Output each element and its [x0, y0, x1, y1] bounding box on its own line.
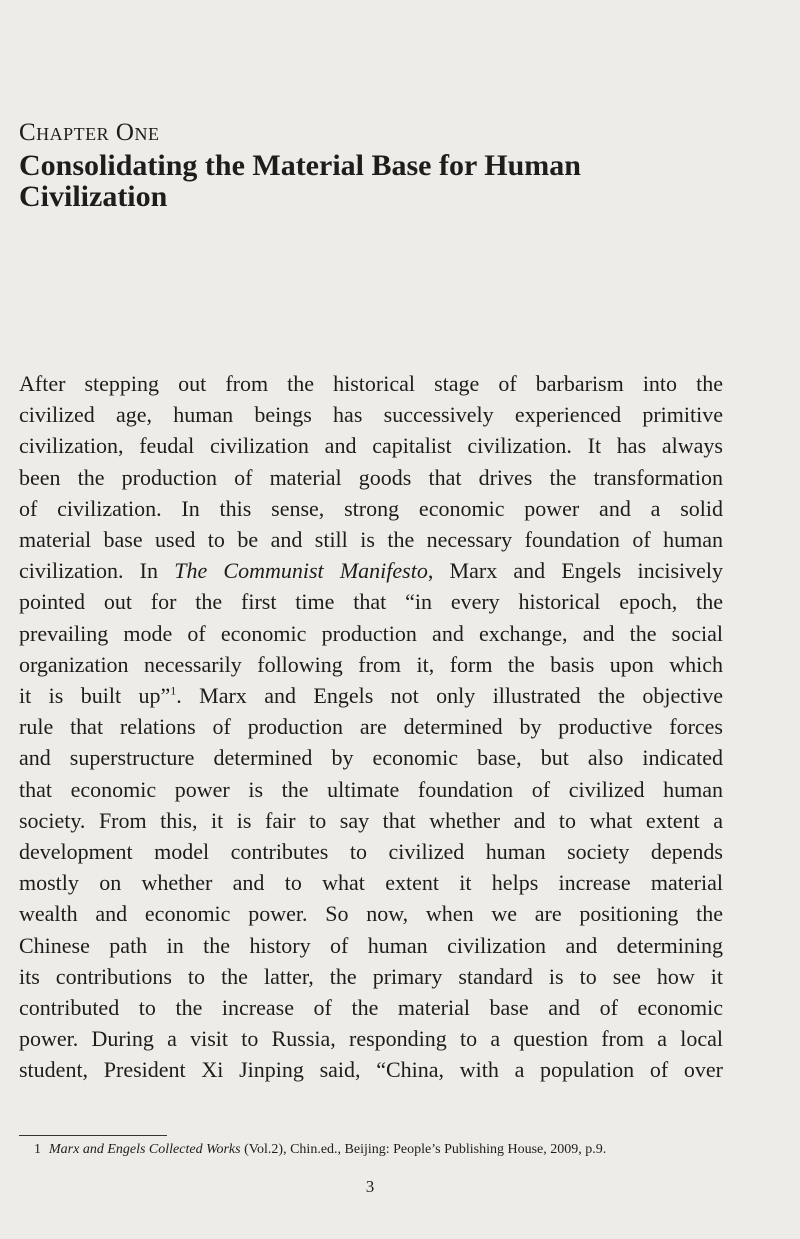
body-paragraph	[19, 368, 723, 1086]
footnote-divider	[19, 1135, 167, 1136]
text-line: development model contributes to civilized human society depends	[19, 839, 723, 865]
text-line: Chinese path in the history of human civilization and determining	[19, 932, 723, 958]
text-segment: it is built up”	[19, 683, 171, 709]
text-line: organization necessarily following from it, form the basis upon which	[19, 651, 723, 677]
text-line: and superstructure determined by economic base, but also indicated	[19, 745, 723, 771]
text-line: power. During a visit to Russia, responding to a question from a local	[19, 1026, 723, 1052]
chapter-title	[19, 150, 739, 212]
footnote-citation: (Vol.2), Chin.ed., Beijing: People’s Publishing House, 2009, p.9.	[240, 1142, 607, 1157]
text-segment: , Marx and Engels incisively	[427, 558, 723, 584]
text-line: that economic power is the ultimate foundation of civilized human	[19, 776, 723, 802]
text-line	[19, 680, 723, 711]
text-line: contributed to the increase of the material base and of economic	[19, 995, 723, 1021]
text-line: pointed out for the first time that “in every historical epoch, the	[19, 589, 723, 615]
text-line: student, President Xi Jinping said, “China, with a population of over	[19, 1057, 723, 1083]
book-title-italic: The Communist Manifesto	[174, 558, 428, 584]
text-line: material base used to be and still is the necessary foundation of human	[19, 527, 723, 553]
text-line: prevailing mode of economic production and exchange, and the social	[19, 620, 723, 646]
chapter-title-line-2: Civilization	[19, 180, 168, 213]
page-number: 3	[365, 1177, 375, 1196]
text-line: society. From this, it is fair to say that whether and to what extent a	[19, 807, 723, 833]
footnote-work-title: Marx and Engels Collected Works	[49, 1142, 241, 1157]
footnote	[34, 1140, 734, 1160]
text-line: its contributions to the latter, the primary standard is to see how it	[19, 963, 723, 989]
text-line	[19, 555, 723, 586]
text-line: of civilization. In this sense, strong economic power and a solid	[19, 495, 723, 521]
text-segment: civilization. In	[19, 558, 158, 584]
text-line: After stepping out from the historical stage of barbarism into the	[19, 371, 723, 396]
text-segment: . Marx and Engels not only illustrated the objective	[176, 683, 724, 709]
text-line: mostly on whether and to what extent it helps increase material	[19, 870, 723, 896]
chapter-label: Chapter One	[19, 119, 160, 146]
text-line: civilization, feudal civilization and capitalist civilization. It has always	[19, 433, 723, 459]
footnote-marker: 1	[170, 683, 177, 698]
text-line: rule that relations of production are determined by productive forces	[19, 714, 723, 740]
text-line: civilized age, human beings has successively experienced primitive	[19, 402, 723, 428]
text-line: been the production of material goods that drives the transformation	[19, 464, 723, 490]
text-line: wealth and economic power. So now, when we are positioning the	[19, 901, 723, 927]
chapter-title-line-1: Consolidating the Material Base for Human	[19, 149, 581, 182]
footnote-number: 1	[34, 1142, 41, 1157]
